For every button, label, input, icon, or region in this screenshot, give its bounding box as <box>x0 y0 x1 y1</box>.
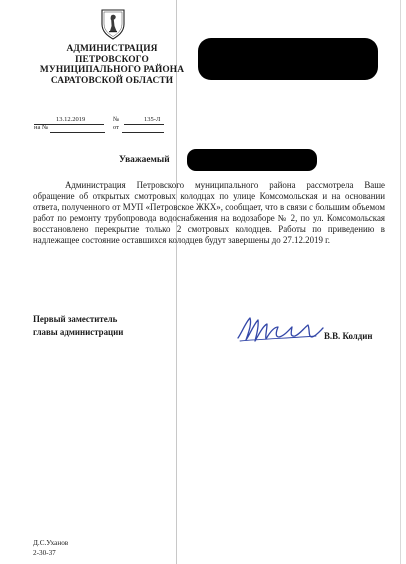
letter-body <box>33 180 385 245</box>
org-line: ПЕТРОВСКОГО <box>75 54 149 65</box>
org-line: МУНИЦИПАЛЬНОГО РАЙОНА <box>39 65 185 76</box>
page-edge-line <box>400 0 401 564</box>
organization-name <box>32 44 192 86</box>
executor-info <box>33 539 68 558</box>
from-label: от <box>113 124 120 131</box>
org-line: АДМИНИСТРАЦИЯ <box>66 44 158 54</box>
redacted-addressee <box>198 38 378 80</box>
redacted-name <box>187 149 317 171</box>
reference-underline <box>50 132 105 133</box>
executor-phone: 2-30-37 <box>33 548 56 557</box>
coat-of-arms-icon <box>100 7 126 40</box>
salutation: Уважаемый <box>119 155 170 165</box>
org-line: САРАТОВСКОЙ ОБЛАСТИ <box>50 75 174 86</box>
reference-label: на № <box>34 124 49 131</box>
body-paragraph: Администрация Петровского муниципального района рассмотрела Ваше обращение об открытых смотровых колодцах по улице Комсомольская и на основании ответа, полученного от МУП «Петровское ЖКХ», сообщает, что в связи с большим объемом работ по ремонту трубопровода водоснабжения на водозаборе № 2, по ул. Комсомольская восстановлено перекрытие только 2 смотровых колодцев. Работы по приведению в надлежащее состояние оставшихся колодцев будут завершены до 27.12.2019 г. <box>33 180 385 245</box>
outgoing-number: 135-Л <box>144 116 161 123</box>
number-sign: № <box>113 116 120 123</box>
outgoing-date: 13.12.2019 <box>56 116 86 123</box>
signatory-title <box>33 313 123 338</box>
handwritten-signature <box>232 310 328 346</box>
from-underline <box>122 132 164 133</box>
signatory-title-line: Первый заместитель <box>33 314 118 324</box>
executor-name: Д.С.Уханов <box>33 539 69 547</box>
signatory-name: В.В. Колдин <box>324 331 373 341</box>
signatory-title-line: главы администрации <box>33 326 124 337</box>
number-underline <box>124 124 164 125</box>
